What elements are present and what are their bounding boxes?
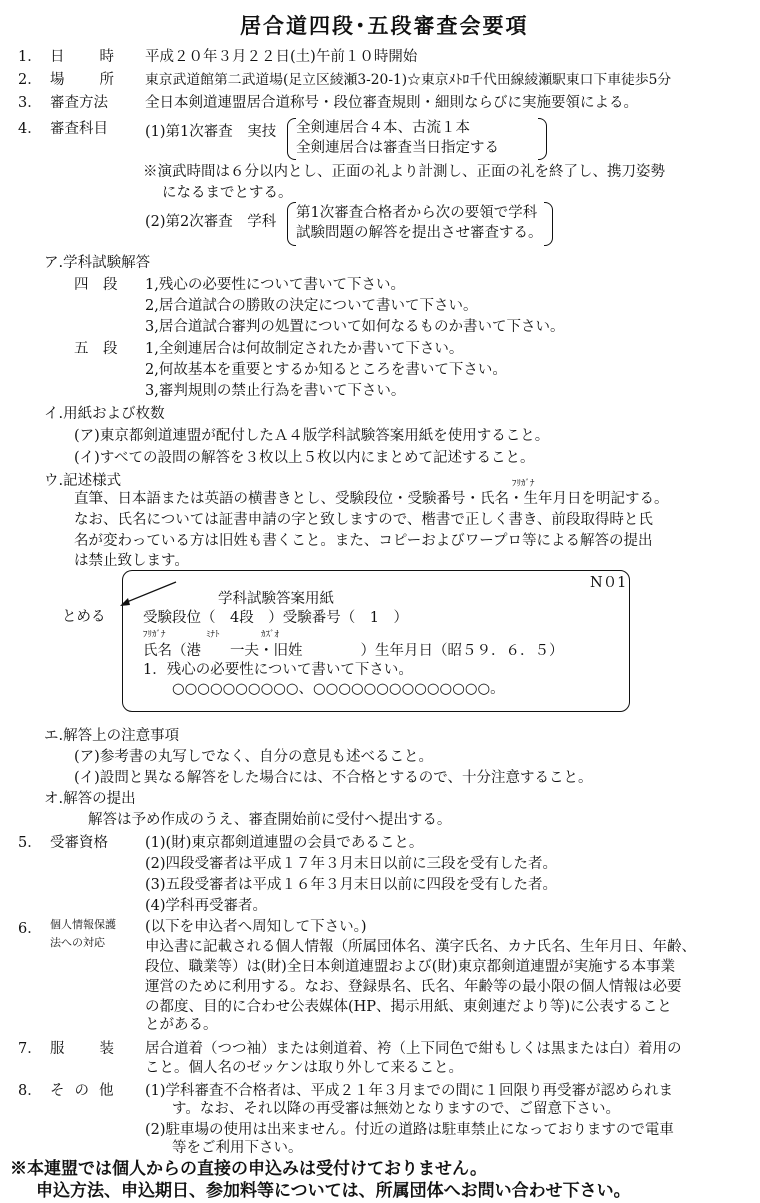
question-line: 2,居合道試合の勝敗の決定について書いて下さい。 <box>145 298 478 314</box>
note-line: ※演武時間は６分以内とし、正面の礼より計測し、正面の礼を終了し、携刀姿勢 <box>143 164 665 180</box>
bracket-right <box>544 202 553 246</box>
bracket-left <box>287 118 296 160</box>
item-number: 5． <box>18 835 42 851</box>
item-number: 8． <box>18 1083 42 1099</box>
text-line: (2)駐車場の使用は出来ません。付近の道路は駐車禁止になっておりますので電車 <box>145 1122 674 1138</box>
first-exam-label: (1)第1次審査 実技 <box>145 124 277 140</box>
text-line: (3)五段受審者は平成１６年３月末日以前に四段を受有した者。 <box>145 877 558 893</box>
sheet-furigana: ﾌﾘｶﾞﾅ <box>143 630 166 640</box>
text-line: 居合道着（つつ袖）または剣道着、袴（上下同色で紺もしくは黒または白）着用の <box>145 1041 682 1057</box>
sheet-line: 1．残心の必要性について書いて下さい。 <box>143 662 413 678</box>
section-heading: ウ.記述様式 <box>44 473 122 489</box>
text-line: の都度、目的に合わせ公表媒体(HP、掲示用紙、東剣連だより等)に公表すること <box>145 999 672 1015</box>
item-label: 法への対応 <box>50 936 105 949</box>
item-label: 個人情報保護 <box>50 918 116 931</box>
footer-notice: ※本連盟では個人からの直接の申込みは受付けておりません。 <box>10 1159 488 1179</box>
question-line: 2,何故基本を重要とするか知るところを書いて下さい。 <box>145 362 507 378</box>
text-line: 等をご利用下さい。 <box>172 1140 303 1156</box>
item-label: 服 装 <box>50 1041 116 1057</box>
bracket-right <box>538 118 547 160</box>
item-label: 場 所 <box>50 72 116 88</box>
text-line: (1)学科審査不合格者は、平成２１年３月までの間に１回限り再受審が認められま <box>145 1083 674 1099</box>
item-label: 審査科目 <box>50 121 108 137</box>
text-line: は禁止致します。 <box>74 553 189 569</box>
text-line: す。なお、それ以降の再受審は無効となりますので、ご留意下さい。 <box>172 1101 621 1117</box>
item-number: 7． <box>18 1041 42 1057</box>
section-heading: イ.用紙および枚数 <box>44 406 165 422</box>
text-line: (イ)設問と異なる解答をした場合には、不合格とするので、十分注意すること。 <box>74 770 593 786</box>
tomeru-label: とめる <box>62 609 106 625</box>
text-line: なお、氏名については証書申請の字と致しますので、楷書で正しく書き、前段取得時と氏 <box>74 512 653 528</box>
dan-label: 四 段 <box>74 277 118 293</box>
furigana-note: ﾌﾘｶﾞﾅ <box>512 479 535 489</box>
text-line: (以下を申込者へ周知して下さい。) <box>145 919 367 935</box>
text-line: 直筆、日本語または英語の横書きとし、受験段位・受験番号・氏名・生年月日を明記する。 <box>74 491 669 507</box>
sheet-furigana: ﾐﾅﾄ <box>206 630 220 640</box>
text-line: 解答は予め作成のうえ、審査開始前に受付へ提出する。 <box>88 812 452 828</box>
item-text: 全日本剣道連盟居合道称号・段位審査規則・細則ならびに実施要領による。 <box>145 95 638 111</box>
item-number: 2． <box>18 72 42 88</box>
second-exam-label: (2)第2次審査 学科 <box>145 214 277 230</box>
page-title: 居合道四段･五段審査会要項 <box>240 13 529 38</box>
bracket-left <box>287 202 296 246</box>
staple-mark <box>116 578 180 608</box>
text-line: こと。個人名のゼッケンは取り外して来ること。 <box>145 1060 463 1076</box>
item-text: 東京武道館第二武道場(足立区綾瀬3-20-1)☆東京ﾒﾄﾛ千代田線綾瀬駅東口下車徒歩5分 <box>145 72 672 88</box>
text-line: (1)(財)東京都剣道連盟の会員であること。 <box>145 835 424 851</box>
note-line: になるまでとする。 <box>162 185 293 201</box>
dan-label: 五 段 <box>74 341 118 357</box>
text-line: 申込書に記載される個人情報（所属団体名、漢字氏名、カナ氏名、生年月日、年齢、 <box>145 939 696 955</box>
question-line: 3,審判規則の禁止行為を書いて下さい。 <box>145 383 406 399</box>
sheet-line: 受験段位（ 4段 ）受験番号（ 1 ） <box>143 610 408 626</box>
item-label: 日 時 <box>50 49 116 65</box>
question-line: 1,全剣連居合は何故制定されたか書いて下さい。 <box>145 341 464 357</box>
item-number: 6． <box>18 921 42 937</box>
item-label: 受審資格 <box>50 835 108 851</box>
footer-notice: 申込方法、申込期日、参加料等については、所属団体へお問い合わせ下さい。 <box>36 1181 631 1201</box>
text-line: とがある。 <box>145 1017 218 1033</box>
item-text: 平成２０年３月２２日(土)午前１０時開始 <box>145 49 418 65</box>
text-line: (2)四段受審者は平成１７年３月末日以前に三段を受有した者。 <box>145 856 558 872</box>
section-heading: エ.解答上の注意事項 <box>44 728 180 744</box>
item-number: 1． <box>18 49 42 65</box>
sheet-title: 学科試験答案用紙 <box>218 591 334 607</box>
item-label: その他 <box>50 1083 124 1099</box>
question-line: 1,残心の必要性について書いて下さい。 <box>145 277 406 293</box>
text-line: (ア)東京都剣道連盟が配付したＡ４版学科試験答案用紙を使用すること。 <box>74 428 550 444</box>
text-line: (ア)参考書の丸写しでなく、自分の意見も述べること。 <box>74 749 434 765</box>
item-number: 3． <box>18 95 42 111</box>
item-label: 審査方法 <box>50 95 108 111</box>
first-exam-item: 全剣連居合４本、古流１本 <box>296 120 470 136</box>
first-exam-item: 全剣連居合は審査当日指定する <box>296 140 499 156</box>
second-exam-item: 第1次審査合格者から次の要領で学科 <box>296 205 538 221</box>
question-line: 3,居合道試合審判の処置について如何なるものか書いて下さい。 <box>145 319 565 335</box>
section-heading: ア.学科試験解答 <box>44 255 151 271</box>
sheet-line: 氏名（港 一夫・旧姓 ）生年月日（昭５９．６．５） <box>143 643 564 659</box>
section-heading: オ.解答の提出 <box>44 791 136 807</box>
text-line: (イ)すべての設問の解答を３枚以上５枚以内にまとめて記述すること。 <box>74 450 535 466</box>
item-number: 4． <box>18 121 42 137</box>
sheet-furigana: ｶｽﾞｵ <box>261 630 280 640</box>
second-exam-item: 試験問題の解答を提出させ審査する。 <box>296 225 543 241</box>
text-line: 名が変わっている方は旧姓も書くこと。また、コピーおよびワープロ等による解答の提出 <box>74 533 653 549</box>
text-line: 段位、職業等）は(財)全日本剣道連盟および(財)東京都剣道連盟が実施する本事業 <box>145 959 676 975</box>
sheet-number: N０1 <box>590 575 627 591</box>
text-line: 運営のために利用する。なお、登録県名、氏名、年齢等の最小限の個人情報は必要 <box>145 979 682 995</box>
sheet-line: ○○○○○○○○○○、○○○○○○○○○○○○○○。 <box>172 681 505 697</box>
text-line: (4)学科再受審者。 <box>145 898 268 914</box>
